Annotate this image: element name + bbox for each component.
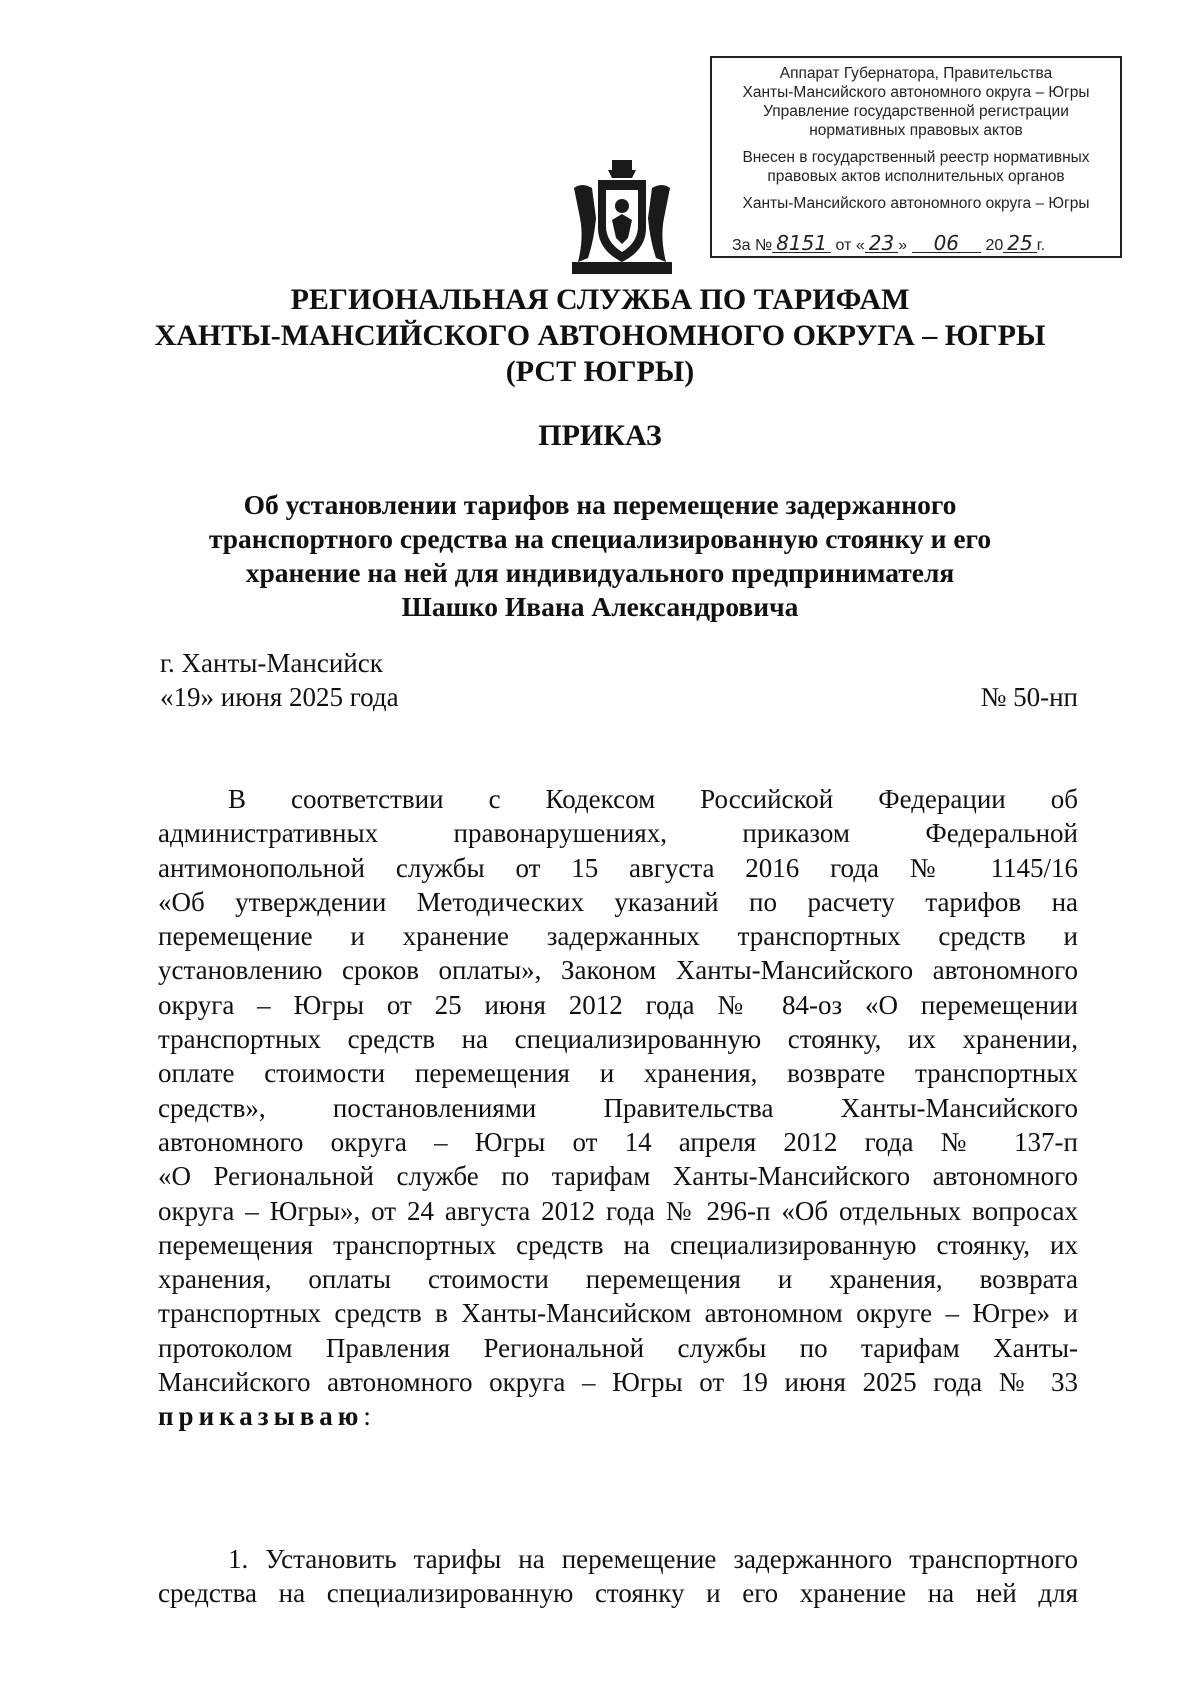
stamp-reg-year: 25 [1003,234,1036,253]
text-line: установлению сроков оплаты», Законом Ханты-Мансийского автономного [158,955,1078,986]
text-line: протоколом Правления Региональной службы по тарифам Ханты- [158,1332,1078,1363]
text-line: «О Региональной службе по тарифам Ханты-Мансийского автономного [158,1161,1078,1192]
stamp-reg-month: 06 [912,234,981,253]
subject-line: Об установлении тарифов на перемещение задержанного [243,489,957,520]
registration-stamp [710,56,1122,258]
text-line: транспортных средств в Ханты-Мансийском автономном округе – Югре» и [158,1298,1078,1329]
stamp-reg-year-end: г. [1036,237,1046,254]
agency-heading [0,282,1200,390]
stamp-reg-year-prefix: 20 [985,237,1004,254]
subject-line: транспортного средства на специализированную стоянку и его [208,523,992,554]
stamp-reg-number: 8151 [772,234,831,253]
text-line: В соответствии с Кодексом Российской Федерации об [228,784,1078,814]
text-line: 1. Установить тарифы на перемещение задержанного транспортного [228,1544,1078,1574]
text-line: административных правонарушениях, приказом Федеральной [158,818,1078,849]
stamp-line: нормативных правовых актов [809,122,1023,139]
subject-line: Шашко Ивана Александровича [401,591,799,622]
agency-heading-line: РЕГИОНАЛЬНАЯ СЛУЖБА ПО ТАРИФАМ [290,283,910,316]
text-line: перемещение и хранение задержанных транспортных средств и [158,921,1078,952]
coat-of-arms-icon [568,158,676,278]
stamp-line: правовых актов исполнительных органов [767,168,1065,185]
stamp-reg-from: от « [835,237,865,254]
order-colon: : [363,1401,371,1432]
order-line [158,1399,1078,1433]
preamble-paragraph [158,782,1078,1434]
document-place: г. Ханты-Мансийск [160,648,383,678]
stamp-line: Аппарат Губернатора, Правительства [779,65,1053,82]
stamp-registration-row [732,231,1046,255]
stamp-line: Внесен в государственный реестр нормативных [742,149,1090,166]
text-line: округа – Югры от 25 июня 2012 года № 84-оз «О перемещении [158,989,1078,1020]
document-date: «19» июня 2025 года [160,682,399,712]
text-line: «Об утверждении Методических указаний по расчету тарифов на [158,886,1078,917]
stamp-reg-prefix: За № [732,237,773,254]
document-number: № 50-нп [980,682,1078,712]
document-subject [0,488,1200,624]
document-type: ПРИКАЗ [538,419,662,452]
text-line: хранения, оплаты стоимости перемещения и хранения, возврата [158,1264,1078,1295]
stamp-reg-day-close: » [898,237,908,254]
stamp-reg-day: 23 [865,234,898,253]
agency-heading-line: (РСТ ЮГРЫ) [505,355,695,388]
place-and-date [160,646,399,714]
text-line: средств», постановлениями Правительства Ханты-Мансийского [158,1092,1078,1123]
stamp-line: Ханты-Мансийского автономного округа – Югры [742,84,1090,101]
text-line: перемещения транспортных средств на специализированную стоянку, их [158,1229,1078,1260]
text-line: оплате стоимости перемещения и хранения, возврате транспортных [158,1058,1078,1089]
text-line: транспортных средств на специализированную стоянку, их хранении, [158,1024,1078,1055]
text-line: антимонопольной службы от 15 августа 2016 года № 1145/16 [158,852,1078,883]
text-line: средства на специализированную стоянку и его хранение на ней для [158,1578,1078,1609]
item-1-paragraph [158,1542,1078,1611]
agency-heading-line: ХАНТЫ-МАНСИЙСКОГО АВТОНОМНОГО ОКРУГА – ЮГРЫ [154,319,1046,352]
stamp-line: Управление государственной регистрации [763,103,1069,120]
stamp-line: Ханты-Мансийского автономного округа – Югры [742,195,1090,212]
text-line: округа – Югры», от 24 августа 2012 года № 296-п «Об отдельных вопросах [158,1195,1078,1226]
order-word: приказываю [158,1401,364,1432]
text-line: автономного округа – Югры от 14 апреля 2012 года № 137-п [158,1126,1078,1157]
subject-line: хранение на ней для индивидуального предпринимателя [245,557,955,588]
text-line: Мансийского автономного округа – Югры от 19 июня 2025 года № 33 [158,1367,1078,1398]
